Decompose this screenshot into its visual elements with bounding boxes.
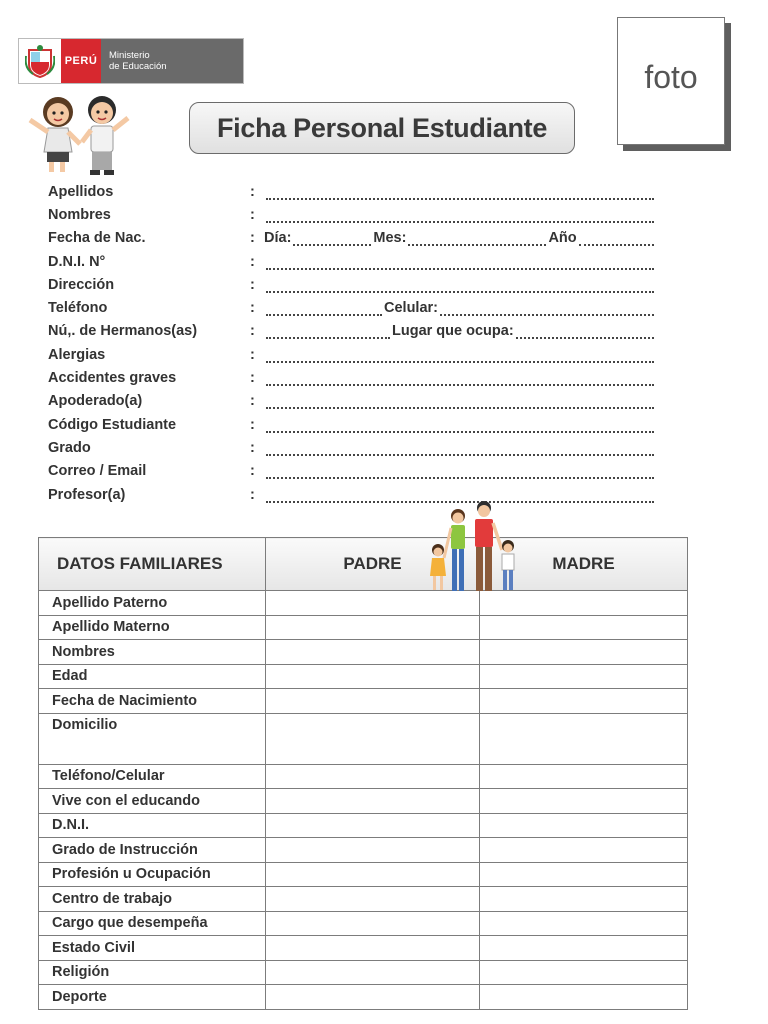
family-data-table (38, 537, 688, 1010)
table-row (39, 640, 688, 665)
field-colon: : (250, 416, 255, 433)
row-label: Nombres (39, 640, 266, 665)
row-label: Apellido Materno (39, 615, 266, 640)
logo-line-2: de Educación (109, 61, 167, 72)
field-label: Apellidos (48, 183, 114, 200)
table-row (39, 789, 688, 814)
field-fecha-nac (48, 227, 668, 250)
field-label: Profesor(a) (48, 486, 126, 503)
telefono-input[interactable] (264, 300, 656, 316)
field-label: Teléfono (48, 300, 108, 317)
field-colon: : (250, 276, 255, 293)
padre-cell[interactable] (266, 960, 480, 985)
field-label: Nú,. de Hermanos(as) (48, 323, 198, 340)
table-row (39, 764, 688, 789)
padre-cell[interactable] (266, 764, 480, 789)
madre-cell[interactable] (480, 960, 688, 985)
correo-input[interactable] (264, 463, 656, 479)
field-accidentes (48, 366, 668, 389)
padre-cell[interactable] (266, 713, 480, 764)
field-label: Dirección (48, 276, 115, 293)
table-header-row (39, 538, 688, 591)
padre-cell[interactable] (266, 813, 480, 838)
field-dni (48, 250, 668, 273)
field-direccion (48, 273, 668, 296)
field-label: Correo / Email (48, 463, 147, 480)
madre-cell[interactable] (480, 615, 688, 640)
padre-cell[interactable] (266, 936, 480, 961)
field-hermanos (48, 320, 668, 343)
madre-cell[interactable] (480, 664, 688, 689)
table-row (39, 591, 688, 616)
field-codigo (48, 413, 668, 436)
table-row (39, 713, 688, 764)
madre-cell[interactable] (480, 838, 688, 863)
row-label: Domicilio (39, 713, 266, 764)
row-label: Fecha de Nacimiento (39, 689, 266, 714)
field-label: Accidentes graves (48, 370, 177, 387)
field-label: D.N.I. N° (48, 253, 106, 270)
field-colon: : (250, 230, 255, 247)
padre-cell[interactable] (266, 911, 480, 936)
field-grado (48, 436, 668, 459)
field-colon: : (250, 370, 255, 387)
field-colon: : (250, 393, 255, 410)
apellidos-input[interactable] (264, 184, 656, 200)
padre-cell[interactable] (266, 862, 480, 887)
field-label: Apoderado(a) (48, 393, 143, 410)
direccion-input[interactable] (264, 277, 656, 293)
field-telefono (48, 296, 668, 319)
field-colon: : (250, 486, 255, 503)
page-title: Ficha Personal Estudiante (189, 102, 575, 154)
anio-label: Año (548, 230, 577, 247)
field-correo (48, 460, 668, 483)
field-colon: : (250, 253, 255, 270)
row-label: D.N.I. (39, 813, 266, 838)
madre-cell[interactable] (480, 862, 688, 887)
table-row (39, 960, 688, 985)
padre-cell[interactable] (266, 689, 480, 714)
table-row (39, 862, 688, 887)
field-colon: : (250, 300, 255, 317)
header-padre: PADRE (266, 538, 480, 591)
row-label: Religión (39, 960, 266, 985)
codigo-input[interactable] (264, 417, 656, 433)
madre-cell[interactable] (480, 813, 688, 838)
field-colon: : (250, 463, 255, 480)
row-label: Vive con el educando (39, 789, 266, 814)
padre-cell[interactable] (266, 640, 480, 665)
row-label: Deporte (39, 985, 266, 1010)
row-label: Edad (39, 664, 266, 689)
madre-cell[interactable] (480, 713, 688, 764)
ministry-logo (18, 38, 244, 84)
padre-cell[interactable] (266, 664, 480, 689)
table-row (39, 887, 688, 912)
mes-label: Mes: (373, 230, 407, 247)
row-label: Profesión u Ocupación (39, 862, 266, 887)
photo-label: foto (644, 58, 698, 95)
table-row (39, 985, 688, 1010)
row-label: Apellido Paterno (39, 591, 266, 616)
photo-placeholder (617, 17, 725, 145)
table-row (39, 911, 688, 936)
padre-cell[interactable] (266, 838, 480, 863)
personal-fields (48, 180, 668, 506)
grado-input[interactable] (264, 440, 656, 456)
table-row (39, 689, 688, 714)
field-label: Grado (48, 439, 91, 456)
children-illustration-icon (20, 92, 136, 176)
row-label: Centro de trabajo (39, 887, 266, 912)
table-row (39, 813, 688, 838)
padre-cell[interactable] (266, 615, 480, 640)
field-colon: : (250, 183, 255, 200)
table-row (39, 664, 688, 689)
table-row (39, 838, 688, 863)
hermanos-input[interactable] (264, 323, 656, 339)
header-datos-familiares: DATOS FAMILIARES (39, 538, 266, 591)
row-label: Teléfono/Celular (39, 764, 266, 789)
field-label: Fecha de Nac. (48, 230, 146, 247)
field-colon: : (250, 323, 255, 340)
field-label: Código Estudiante (48, 416, 177, 433)
row-label: Cargo que desempeña (39, 911, 266, 936)
row-label: Grado de Instrucción (39, 838, 266, 863)
family-illustration-icon (424, 500, 522, 598)
dni-input[interactable] (264, 254, 656, 270)
field-apoderado (48, 390, 668, 413)
accidentes-input[interactable] (264, 370, 656, 386)
logo-line-1: Ministerio (109, 50, 150, 61)
field-label: Nombres (48, 206, 111, 223)
logo-country: PERÚ (61, 39, 101, 83)
padre-cell[interactable] (266, 985, 480, 1010)
field-nombres (48, 203, 668, 226)
field-label: Alergias (48, 346, 106, 363)
table-row (39, 936, 688, 961)
madre-cell[interactable] (480, 936, 688, 961)
madre-cell[interactable] (480, 640, 688, 665)
padre-cell[interactable] (266, 887, 480, 912)
coat-of-arms-icon (19, 39, 61, 83)
table-row (39, 615, 688, 640)
madre-cell[interactable] (480, 789, 688, 814)
logo-ministry (101, 39, 243, 83)
padre-cell[interactable] (266, 789, 480, 814)
celular-label: Celular: (384, 300, 438, 317)
lugar-label: Lugar que ocupa: (392, 323, 514, 340)
field-colon: : (250, 346, 255, 363)
dia-label: Día: (264, 230, 292, 247)
madre-cell[interactable] (480, 911, 688, 936)
field-colon: : (250, 439, 255, 456)
row-label: Estado Civil (39, 936, 266, 961)
field-alergias (48, 343, 668, 366)
field-apellidos (48, 180, 668, 203)
fecha-nac-input[interactable] (264, 230, 656, 246)
header-madre: MADRE (480, 538, 688, 591)
alergias-input[interactable] (264, 347, 656, 363)
nombres-input[interactable] (264, 207, 656, 223)
madre-cell[interactable] (480, 689, 688, 714)
madre-cell[interactable] (480, 764, 688, 789)
field-colon: : (250, 206, 255, 223)
apoderado-input[interactable] (264, 393, 656, 409)
madre-cell[interactable] (480, 985, 688, 1010)
madre-cell[interactable] (480, 887, 688, 912)
field-profesor (48, 483, 668, 506)
